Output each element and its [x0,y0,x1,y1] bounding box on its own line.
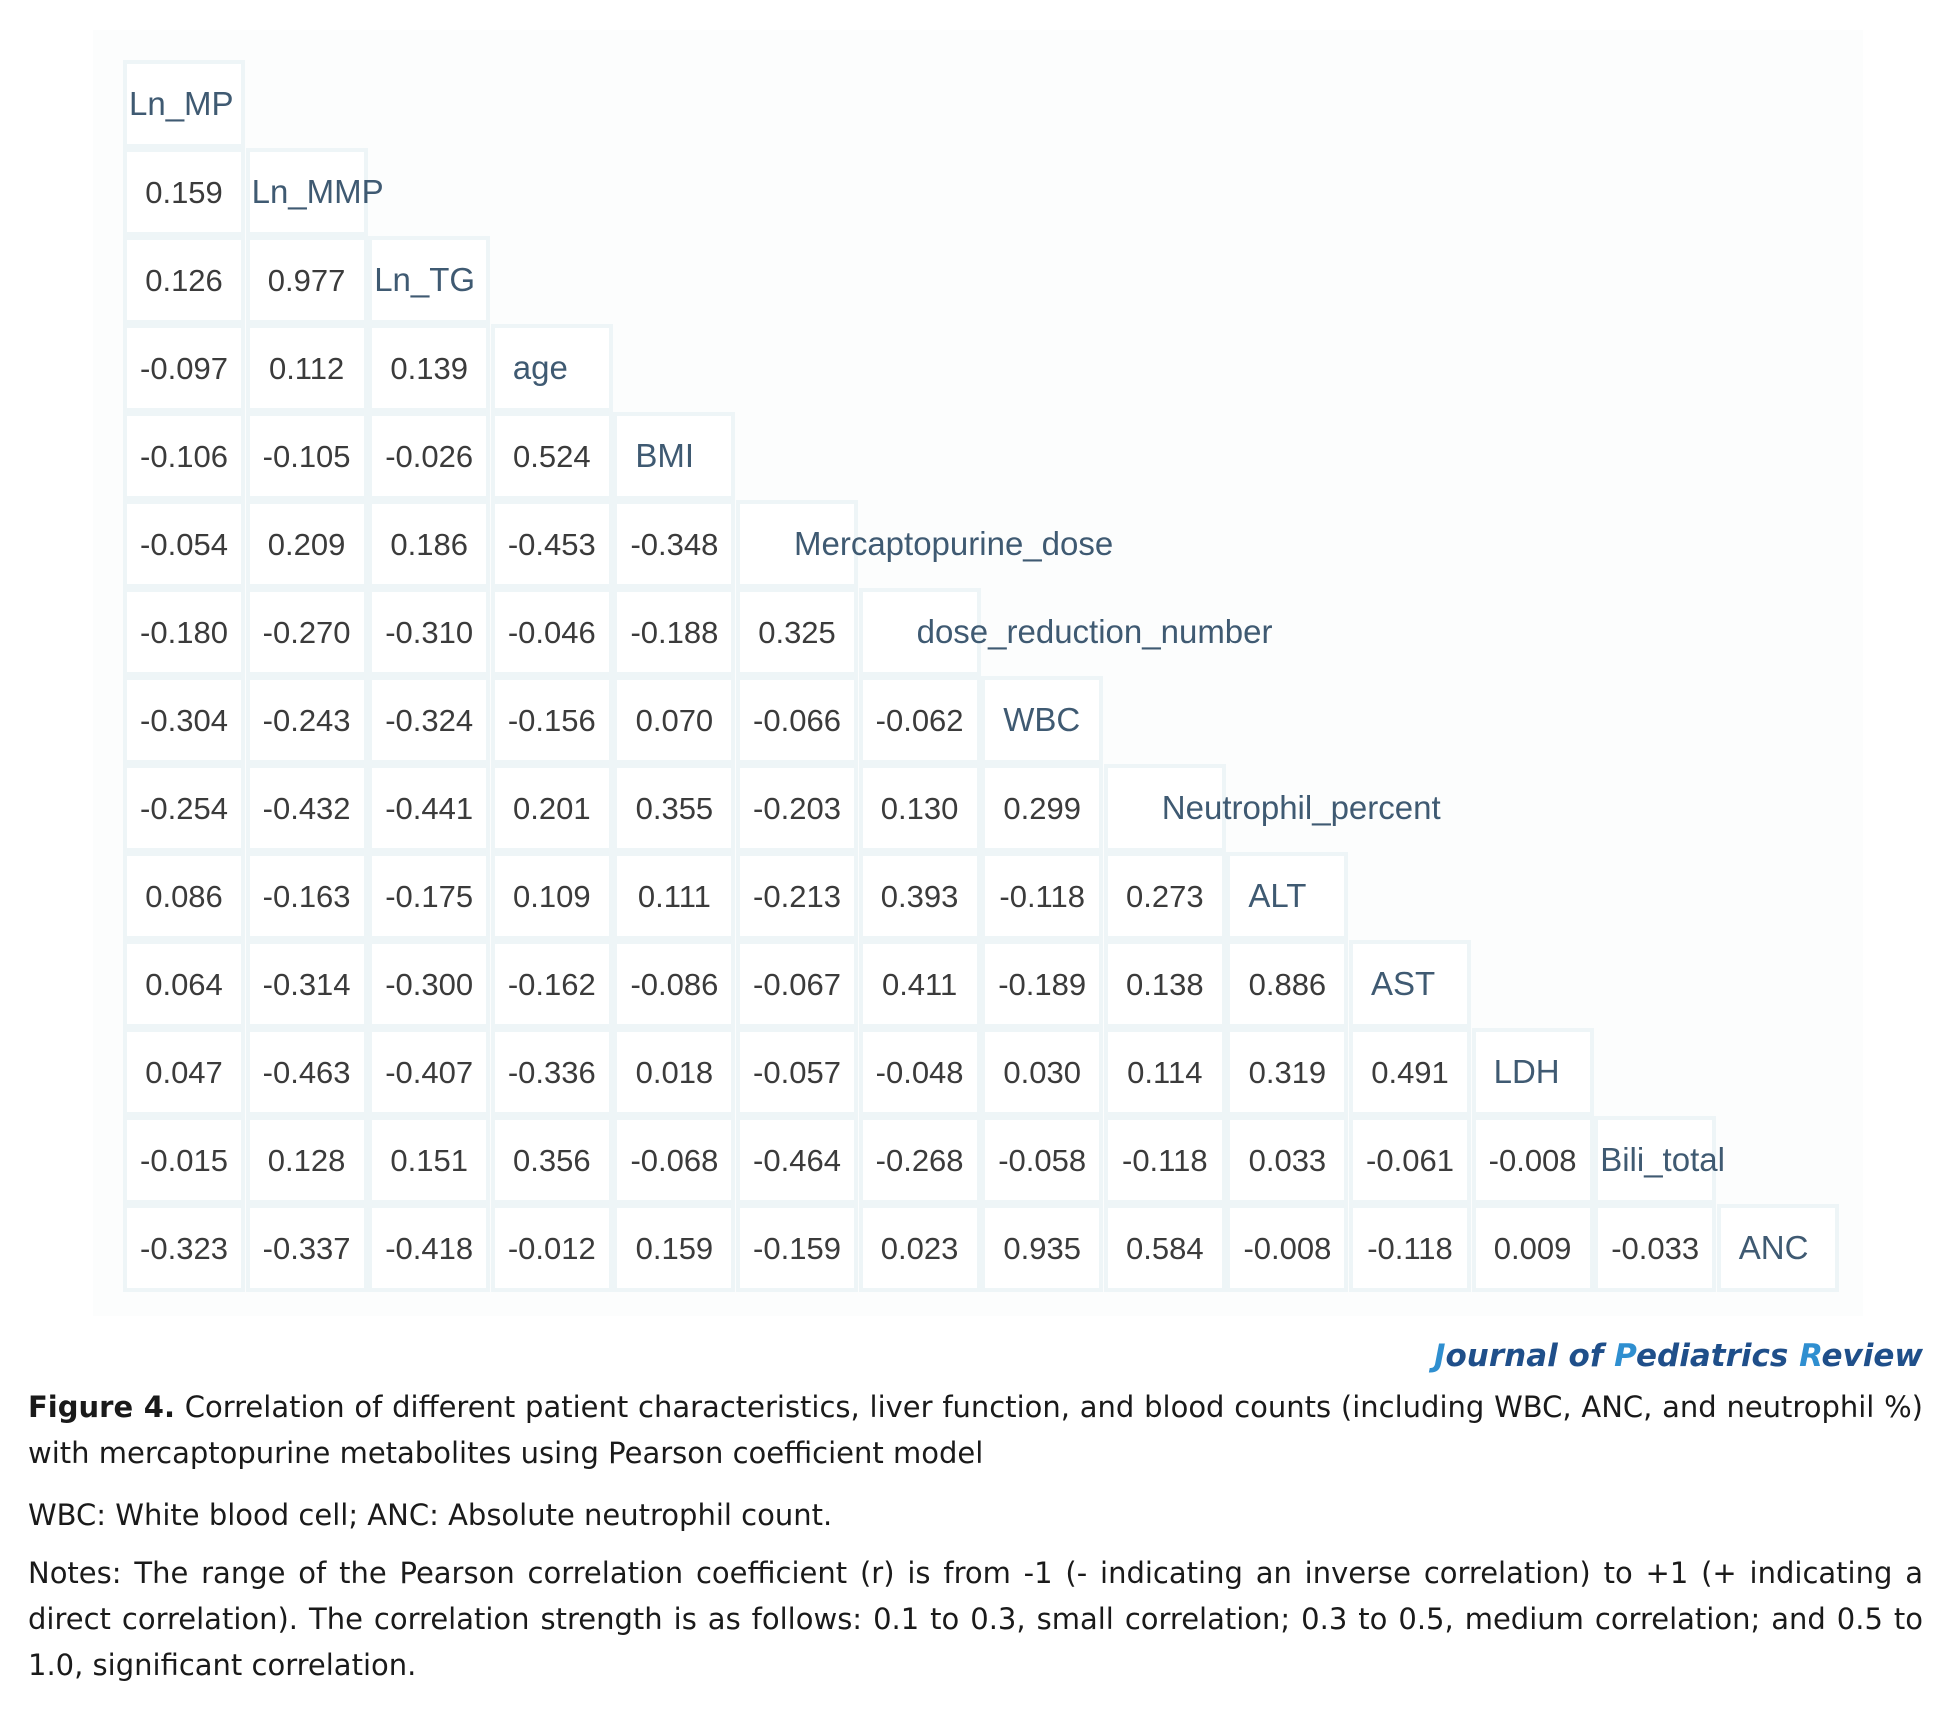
correlation-value: 0.977 [267,263,346,298]
correlation-value: -0.026 [385,439,474,474]
correlation-value: -0.418 [385,1231,474,1266]
correlation-value: 0.126 [145,263,223,298]
journal-word: eview [1821,1338,1923,1374]
correlation-value: 0.159 [145,175,223,210]
correlation-value: -0.304 [140,703,228,738]
correlation-value: -0.118 [999,879,1085,914]
correlation-value: -0.015 [140,1143,228,1178]
variable-label: age [512,349,568,386]
correlation-value: -0.118 [1121,1143,1208,1178]
figure-label: Figure 4. [28,1390,175,1424]
correlation-value: 0.355 [635,791,714,826]
correlation-value: 0.139 [390,351,468,386]
correlation-value: -0.432 [262,791,351,826]
correlation-value: -0.068 [630,1143,719,1178]
correlation-value: -0.324 [385,703,474,738]
correlation-value: -0.058 [998,1143,1087,1178]
variable-label: BMI [635,437,695,474]
correlation-value: -0.162 [507,967,596,1002]
correlation-value: 0.491 [1371,1055,1449,1090]
journal-credit [1300,1338,1923,1374]
correlation-value: -0.066 [753,703,841,738]
correlation-value: 0.356 [513,1143,591,1178]
correlation-value: 0.023 [880,1231,959,1266]
journal-letter: J [1433,1338,1446,1374]
correlation-matrix [93,30,1863,1316]
correlation-value: 0.151 [390,1143,468,1178]
correlation-value: 0.086 [145,879,223,914]
correlation-value: -0.105 [262,439,351,474]
figure-caption [28,1384,1923,1476]
correlation-value: -0.118 [1367,1231,1453,1266]
correlation-value: -0.337 [262,1231,351,1266]
correlation-value: 0.935 [1003,1231,1081,1266]
correlation-value: 0.186 [390,527,468,562]
correlation-value: -0.046 [507,615,596,650]
correlation-value: 0.130 [880,791,959,826]
correlation-value: -0.097 [140,351,228,386]
correlation-value: 0.138 [1126,967,1204,1002]
correlation-value: 0.299 [1003,791,1081,826]
correlation-value: -0.175 [385,879,474,914]
correlation-value: -0.180 [140,615,228,650]
variable-label: ANC [1738,1229,1809,1266]
correlation-value: 0.047 [145,1055,223,1090]
correlation-value: -0.270 [262,615,351,650]
correlation-value: -0.453 [507,527,596,562]
correlation-value: -0.048 [875,1055,964,1090]
correlation-value: -0.203 [753,791,841,826]
correlation-value: 0.201 [513,791,591,826]
variable-label: WBC [1003,701,1081,738]
correlation-value: -0.106 [140,439,228,474]
correlation-value: -0.336 [507,1055,596,1090]
correlation-value: 0.411 [881,967,958,1002]
variable-label: ALT [1248,877,1307,914]
variable-label: Bili_total [1600,1141,1725,1178]
correlation-value: -0.463 [262,1055,351,1090]
correlation-value: 0.070 [635,703,714,738]
correlation-value: -0.062 [875,703,964,738]
correlation-value: 0.112 [268,351,345,386]
correlation-value: 0.325 [758,615,836,650]
correlation-value: -0.067 [753,967,841,1002]
correlation-value: -0.300 [385,967,474,1002]
caption-title: Correlation of different patient characteristics, liver function, and blood counts (including WBC, ANC, and neutrophil %) with mercaptopurine metabolites using Pearson coefficient model [28,1390,1923,1470]
caption-notes: Notes: The range of the Pearson correlation coefficient (r) is from -1 (- indicating an inverse correlation) to +1 (+ indicating a direct correlation). The correlation strength is as follows: 0.1 to 0.3, small correlation; 0.3 to 0.5, medium correlation; and 0.5 to 1.0, significant correlation. [28,1556,1923,1682]
correlation-value: -0.156 [507,703,596,738]
correlation-value: 0.128 [267,1143,346,1178]
variable-label: LDH [1493,1053,1560,1090]
correlation-value: 0.273 [1126,879,1204,914]
correlation-value: 0.159 [635,1231,714,1266]
correlation-value: 0.584 [1126,1231,1204,1266]
variable-label: Ln_MP [129,85,234,122]
journal-word: ournal of [1445,1338,1615,1374]
correlation-figure [93,30,1863,1316]
correlation-value: 0.114 [1127,1055,1203,1090]
correlation-value: -0.086 [630,967,719,1002]
correlation-value: -0.441 [385,791,474,826]
variable-label: Mercaptopurine_dose [794,525,1114,562]
correlation-value: -0.008 [1243,1231,1332,1266]
correlation-value: -0.310 [385,615,474,650]
caption-abbreviations: WBC: White blood cell; ANC: Absolute neutrophil count. [28,1498,833,1532]
correlation-value: 0.009 [1493,1231,1572,1266]
correlation-value: 0.018 [635,1055,714,1090]
journal-letter: R [1799,1338,1822,1374]
correlation-value: -0.254 [140,791,228,826]
correlation-value: 0.030 [1003,1055,1081,1090]
journal-letter: P [1614,1338,1637,1374]
correlation-value: -0.054 [140,527,228,562]
correlation-value: 0.109 [513,879,591,914]
correlation-value: 0.524 [513,439,591,474]
correlation-value: -0.213 [753,879,841,914]
correlation-value: -0.464 [753,1143,841,1178]
correlation-value: -0.057 [753,1055,841,1090]
correlation-value: -0.188 [630,615,719,650]
journal-word: ediatrics [1636,1338,1800,1374]
correlation-value: 0.033 [1248,1143,1327,1178]
correlation-value: -0.323 [140,1231,228,1266]
correlation-value: -0.163 [262,879,351,914]
variable-label: dose_reduction_number [916,613,1273,650]
correlation-value: -0.243 [262,703,351,738]
correlation-value: -0.348 [630,527,719,562]
correlation-value: 0.064 [145,967,223,1002]
variable-label: Ln_MMP [251,173,384,210]
correlation-value: -0.061 [1366,1143,1454,1178]
correlation-value: -0.268 [875,1143,964,1178]
correlation-value: -0.033 [1611,1231,1700,1266]
correlation-value: 0.886 [1248,967,1327,1002]
correlation-value: -0.314 [262,967,351,1002]
variable-label: AST [1371,965,1436,1002]
correlation-value: 0.111 [637,879,711,914]
correlation-value: -0.189 [998,967,1087,1002]
correlation-value: 0.393 [880,879,959,914]
correlation-value: -0.012 [507,1231,596,1266]
correlation-value: 0.319 [1248,1055,1327,1090]
variable-label: Ln_TG [374,261,476,298]
correlation-value: -0.407 [385,1055,474,1090]
correlation-value: 0.209 [267,527,346,562]
variable-label: Neutrophil_percent [1161,789,1441,826]
correlation-value: -0.159 [753,1231,841,1266]
correlation-value: -0.008 [1488,1143,1577,1178]
